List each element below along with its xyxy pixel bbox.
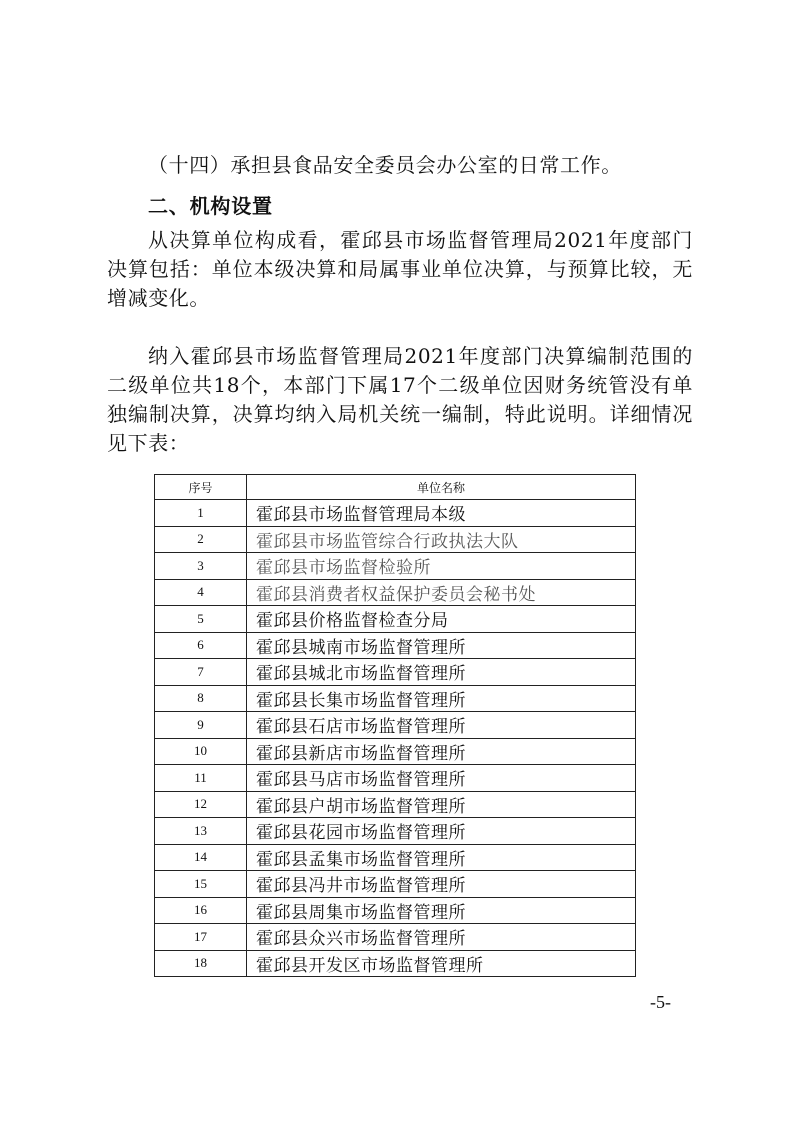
row-number: 15 bbox=[155, 871, 247, 898]
table-header-row bbox=[155, 475, 636, 500]
table-row bbox=[155, 765, 636, 792]
table-row bbox=[155, 871, 636, 898]
unit-name: 霍邱县周集市场监督管理所 bbox=[247, 897, 636, 924]
row-number: 3 bbox=[155, 553, 247, 580]
paragraph-scope: 纳入霍邱县市场监督管理局2021年度部门决算编制范围的二级单位共18个，本部门下属17个二级单位因财务统管没有单独编制决算，决算均纳入局机关统一编制，特此说明。详细情况见下表： bbox=[107, 344, 693, 455]
page-number: -5- bbox=[650, 992, 671, 1012]
row-number: 13 bbox=[155, 818, 247, 845]
row-number: 9 bbox=[155, 712, 247, 739]
table-row bbox=[155, 924, 636, 951]
table-row bbox=[155, 500, 636, 527]
table-row bbox=[155, 844, 636, 871]
unit-name: 霍邱县石店市场监督管理所 bbox=[247, 712, 636, 739]
unit-name: 霍邱县城南市场监督管理所 bbox=[247, 632, 636, 659]
row-number: 16 bbox=[155, 897, 247, 924]
row-number: 7 bbox=[155, 659, 247, 686]
row-number: 4 bbox=[155, 579, 247, 606]
table-row bbox=[155, 897, 636, 924]
unit-name: 霍邱县市场监督检验所 bbox=[247, 553, 636, 580]
unit-name: 霍邱县众兴市场监督管理所 bbox=[247, 924, 636, 951]
table-row bbox=[155, 579, 636, 606]
row-number: 6 bbox=[155, 632, 247, 659]
row-number: 5 bbox=[155, 606, 247, 633]
table-row bbox=[155, 950, 636, 977]
section-heading-organization: 二、机构设置 bbox=[148, 194, 273, 218]
table-row bbox=[155, 659, 636, 686]
table-row bbox=[155, 632, 636, 659]
paragraph-responsibility-14: （十四）承担县食品安全委员会办公室的日常工作。 bbox=[148, 153, 622, 177]
row-number: 18 bbox=[155, 950, 247, 977]
row-number: 17 bbox=[155, 924, 247, 951]
unit-name: 霍邱县开发区市场监督管理所 bbox=[247, 950, 636, 977]
unit-name: 霍邱县马店市场监督管理所 bbox=[247, 765, 636, 792]
row-number: 1 bbox=[155, 500, 247, 527]
table-row bbox=[155, 712, 636, 739]
unit-name: 霍邱县城北市场监督管理所 bbox=[247, 659, 636, 686]
unit-name: 霍邱县市场监管综合行政执法大队 bbox=[247, 526, 636, 553]
table-row bbox=[155, 526, 636, 553]
table-row bbox=[155, 738, 636, 765]
table-row bbox=[155, 553, 636, 580]
unit-name: 霍邱县冯井市场监督管理所 bbox=[247, 871, 636, 898]
header-unit-name: 单位名称 bbox=[247, 475, 636, 500]
units-table bbox=[154, 474, 636, 977]
unit-name: 霍邱县孟集市场监督管理所 bbox=[247, 844, 636, 871]
row-number: 10 bbox=[155, 738, 247, 765]
table-row bbox=[155, 791, 636, 818]
unit-name: 霍邱县价格监督检查分局 bbox=[247, 606, 636, 633]
unit-name: 霍邱县户胡市场监督管理所 bbox=[247, 791, 636, 818]
unit-name: 霍邱县花园市场监督管理所 bbox=[247, 818, 636, 845]
unit-name: 霍邱县长集市场监督管理所 bbox=[247, 685, 636, 712]
table-row bbox=[155, 606, 636, 633]
unit-name: 霍邱县新店市场监督管理所 bbox=[247, 738, 636, 765]
row-number: 14 bbox=[155, 844, 247, 871]
row-number: 12 bbox=[155, 791, 247, 818]
row-number: 2 bbox=[155, 526, 247, 553]
table-row bbox=[155, 685, 636, 712]
header-serial: 序号 bbox=[155, 475, 247, 500]
row-number: 8 bbox=[155, 685, 247, 712]
paragraph-budget-units: 从决算单位构成看，霍邱县市场监督管理局2021年度部门决算包括：单位本级决算和局属事业单位决算，与预算比较，无增减变化。 bbox=[107, 228, 693, 310]
unit-name: 霍邱县消费者权益保护委员会秘书处 bbox=[247, 579, 636, 606]
unit-name: 霍邱县市场监督管理局本级 bbox=[247, 500, 636, 527]
table-row bbox=[155, 818, 636, 845]
row-number: 11 bbox=[155, 765, 247, 792]
